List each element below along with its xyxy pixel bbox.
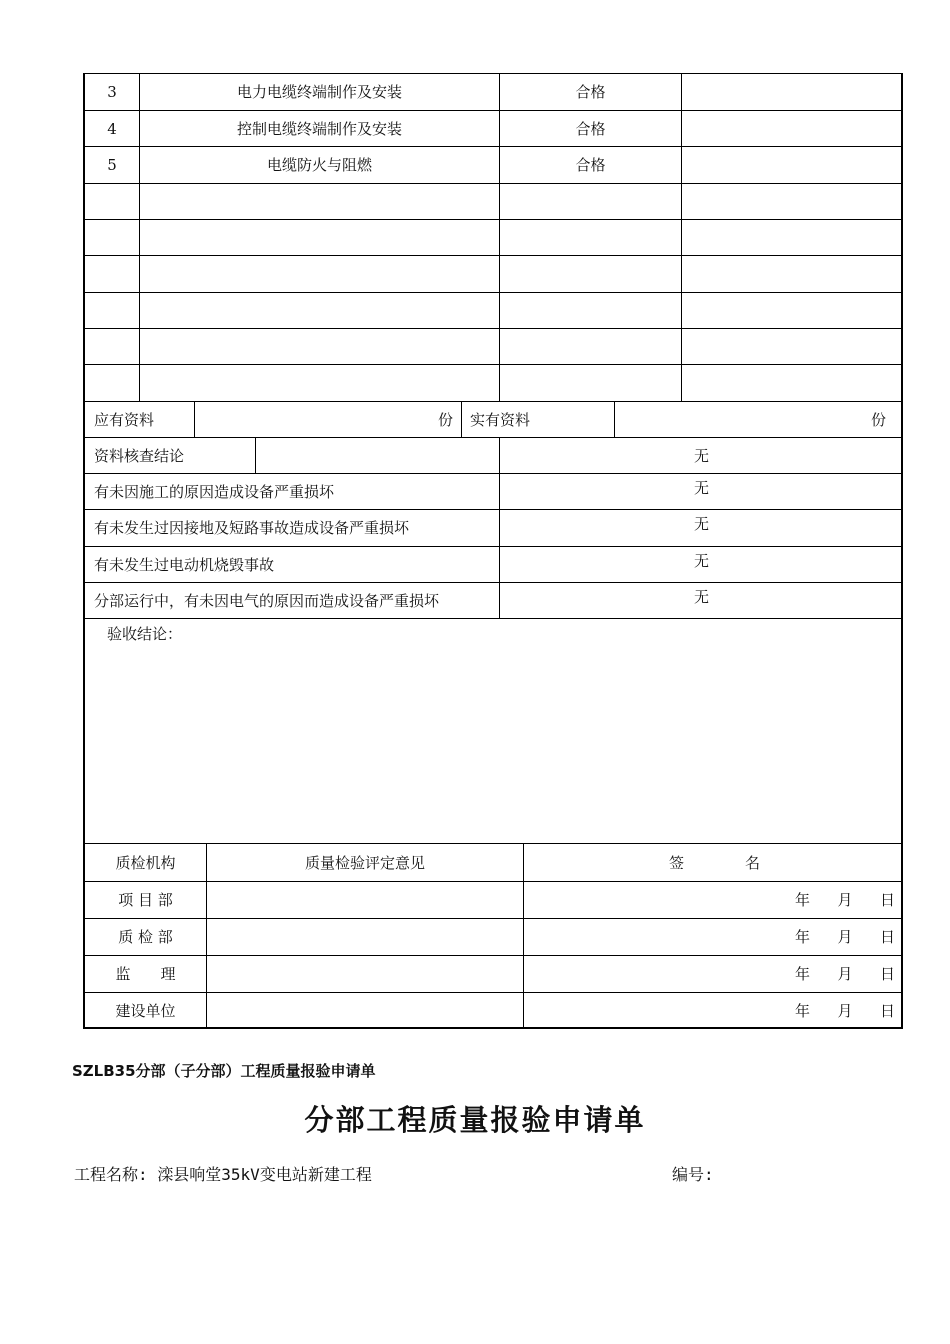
day-label: 日	[879, 1001, 895, 1020]
year-label: 年	[795, 891, 811, 909]
item-result: 合格	[575, 119, 606, 138]
review-value: 无	[693, 446, 709, 465]
year-label: 年	[795, 1001, 811, 1020]
project-label: 工程名称:	[74, 1165, 148, 1184]
year-label: 年	[795, 965, 811, 983]
check-question: 有未发生过因接地及短路事故造成设备严重损坏	[94, 519, 410, 537]
project-name: 滦县响堂35kV变电站新建工程	[157, 1165, 372, 1184]
actual-docs-unit: 份	[870, 410, 886, 429]
item-remark	[682, 147, 903, 183]
required-docs-label: 应有资料	[94, 410, 155, 429]
month-label: 月	[837, 928, 853, 946]
item-result: 合格	[575, 83, 606, 101]
required-docs-unit: 份	[437, 410, 453, 429]
check-answer: 无	[693, 515, 709, 533]
year-label: 年	[795, 928, 811, 946]
col-opinion-header: 质量检验评定意见	[304, 853, 425, 872]
item-name: 电力电缆终端制作及安装	[236, 83, 402, 101]
item-no: 4	[107, 119, 117, 138]
check-question: 有未因施工的原因造成设备严重损坏	[94, 482, 335, 501]
day-label: 日	[879, 965, 895, 983]
inspection-table	[83, 73, 903, 1029]
number-label: 编号:	[672, 1165, 714, 1184]
col-sign-header-a: 签	[669, 853, 685, 872]
day-label: 日	[879, 891, 895, 909]
check-answer: 无	[693, 479, 709, 497]
check-answer: 无	[693, 552, 709, 570]
item-remark	[682, 111, 903, 146]
month-label: 月	[837, 891, 853, 909]
item-name: 控制电缆终端制作及安装	[236, 119, 402, 138]
col-org-header: 质检机构	[115, 853, 176, 872]
sign-date	[795, 919, 895, 955]
conclusion-label: 验收结论：	[107, 625, 183, 643]
col-sign-header-b: 名	[745, 853, 761, 872]
actual-docs-label: 实有资料	[470, 410, 531, 429]
month-label: 月	[837, 965, 853, 983]
sign-date	[795, 882, 895, 918]
item-no: 5	[107, 156, 117, 174]
check-question: 分部运行中，有未因电气的原因而造成设备严重损坏	[94, 591, 440, 610]
sign-row-org: 质 检 部	[118, 928, 173, 946]
form-caption: SZLB35分部（子分部）工程质量报验申请单	[72, 1062, 376, 1080]
sign-date	[795, 956, 895, 992]
item-result: 合格	[575, 156, 606, 174]
day-label: 日	[879, 928, 895, 946]
sign-date	[795, 993, 895, 1028]
month-label: 月	[837, 1001, 853, 1020]
project-line	[74, 1162, 372, 1185]
item-no: 3	[107, 83, 117, 101]
check-question: 有未发生过电动机烧毁事故	[94, 555, 275, 574]
sign-row-org: 建设单位	[115, 1001, 176, 1020]
check-answer: 无	[693, 588, 709, 606]
sign-row-org: 项 目 部	[118, 891, 173, 909]
sign-row-org: 监 理	[115, 965, 176, 983]
page-title: 分部工程质量报验申请单	[304, 1103, 646, 1137]
review-label: 资料核查结论	[94, 446, 185, 465]
item-remark	[682, 74, 903, 110]
item-name: 电缆防火与阻燃	[266, 156, 372, 174]
